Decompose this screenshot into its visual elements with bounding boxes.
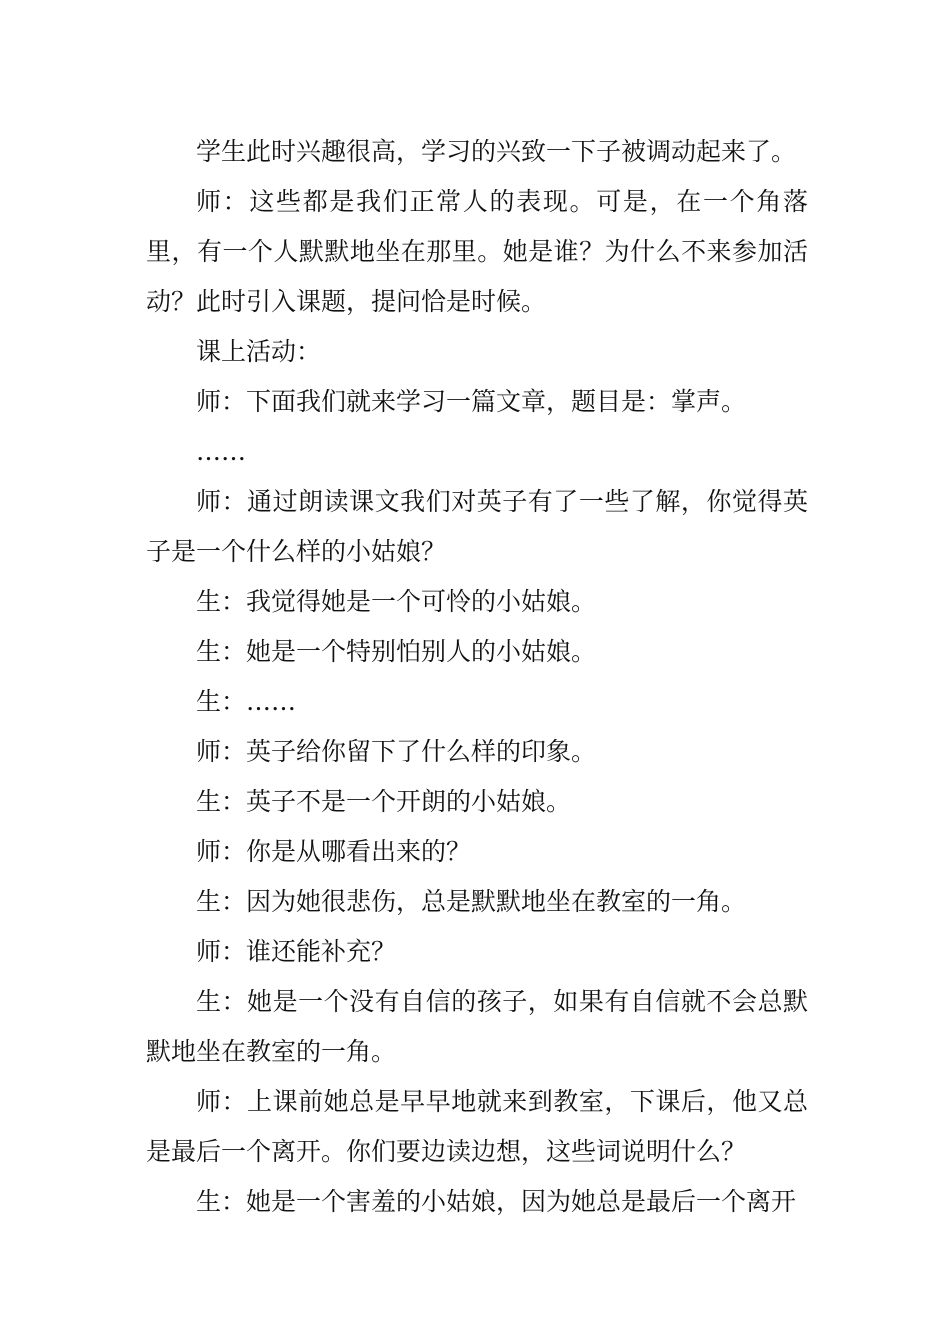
paragraph: 师：这些都是我们正常人的表现。可是，在一个角落里，有一个人默默地坐在那里。她是谁？为什么不来参加活动？此时引入课题，提问恰是时候。 — [146, 187, 808, 316]
paragraph: 生：她是一个没有自信的孩子，如果有自信就不会总默默地坐在教室的一角。 — [146, 987, 808, 1066]
paragraph: 课上活动： — [196, 337, 322, 366]
paragraph: 生：…… — [196, 687, 297, 716]
paragraph: …… — [196, 437, 246, 466]
paragraph: 师：你是从哪看出来的？ — [196, 837, 472, 866]
paragraph: 师：上课前她总是早早地就来到教室，下课后，他又总是最后一个离开。你们要边读边想，这些词说明什么？ — [146, 1087, 808, 1166]
paragraph: 师：谁还能补充？ — [196, 937, 397, 966]
paragraph: 生：她是一个害羞的小姑娘，因为她总是最后一个离开 — [196, 1187, 797, 1216]
paragraph: 师：通过朗读课文我们对英子有了一些了解，你觉得英子是一个什么样的小姑娘？ — [146, 487, 808, 566]
paragraph: 学生此时兴趣很高，学习的兴致一下子被调动起来了。 — [196, 137, 797, 166]
paragraph: 生：英子不是一个开朗的小姑娘。 — [196, 787, 572, 816]
paragraph: 师：英子给你留下了什么样的印象。 — [196, 737, 597, 766]
document-body — [146, 127, 808, 1227]
paragraph: 生：她是一个特别怕别人的小姑娘。 — [196, 637, 597, 666]
paragraph: 生：我觉得她是一个可怜的小姑娘。 — [196, 587, 597, 616]
paragraph: 生：因为她很悲伤，总是默默地坐在教室的一角。 — [196, 887, 747, 916]
paragraph: 师：下面我们就来学习一篇文章，题目是：掌声。 — [196, 387, 747, 416]
